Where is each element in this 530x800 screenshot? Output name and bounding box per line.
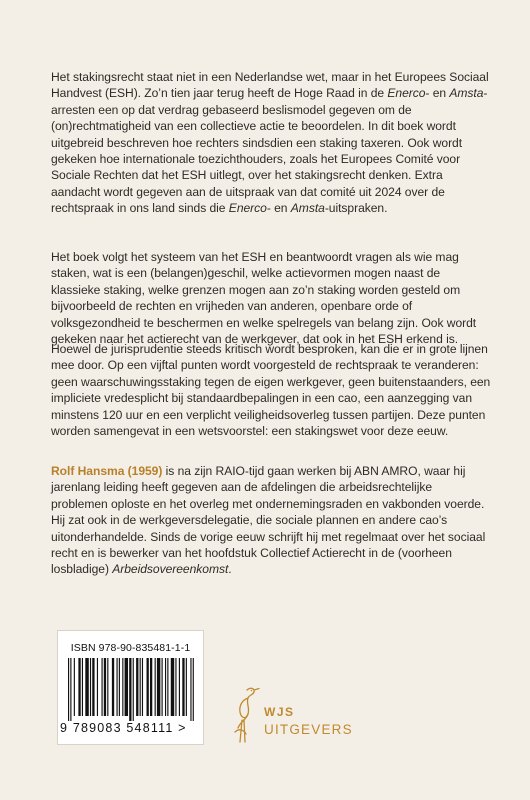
barcode-bar [165,658,166,716]
author-bio-em: Arbeidsovereenkomst [112,562,229,577]
barcode-bar [150,658,152,716]
isbn-label: ISBN 978-90-835481-1-1 [70,642,191,654]
intro-text-5: -uitspraken. [324,201,388,216]
intro-em-3: Enerco [228,201,267,216]
barcode-bar [147,658,149,716]
system-text: Het boek volgt het systeem van het ESH en beantwoordt vragen als wie mag staken, wat is een (belangen)geschil, welke actievormen mogen naast de klassieke staking, welke grenzen mogen aan zo’n staking worden gesteld om bijvoorbeeld de rechten en vrijheden van anderen, openbare orde of volksgezondheid te beschermen en welke spelregels van belang zijn. Ook wordt gekeken naar het actierecht van de werkgever, dat ook in het ESH erkend is. [51,250,477,347]
barcode-bar [157,658,160,716]
author-name: Rolf Hansma (1959) [51,464,163,478]
publisher-logo [218,684,368,744]
intro-em-4: Amsta [290,201,325,216]
barcode-bar [129,658,131,721]
publisher-name [264,704,353,738]
barcode-bar [90,658,91,716]
barcode-bar [155,658,156,716]
publisher-name-line1: WJS [264,705,295,719]
isbn-barcode [57,630,204,745]
intro-em-2: Amsta [449,86,484,101]
barcode-bar [74,658,75,716]
barcode-bar [162,658,163,716]
barcode-bar [70,658,71,721]
barcode-bar [182,658,184,716]
intro-text-1: Het stakingsrecht staat niet in een Nederlandse wet, maar in het Europees Sociaal Handvest (ESH). Zo’n tien jaar terug heeft de Hoge Raad in de [51,70,489,101]
barcode-bar [142,658,143,716]
intro-text-3: -arresten een op dat verdrag gebaseerd beslismodel gegeven om de (on)rechtmatigheid van een collectieve actie te beoordelen. In dit boek wordt uitgebreid beschreven hoe rechters sindsdien een staking taxeren. Ook wordt gekeken hoe internationale toezichthouders, zoals het Europees Comité voor Sociale Rechten dat het ESH uitlegt, over het stakingsrecht denken. Extra aandacht wordt gegeven aan de uitspraak van dat comité uit 2024 over de rechtspraak in ons land sinds die [51,86,488,216]
intro-text-2: - en [425,86,450,101]
heron-icon [230,684,260,744]
barcode-bar [140,658,141,716]
system-paragraph [51,249,491,347]
barcode-bar [136,658,138,716]
barcode-bar [193,658,194,721]
barcode-bar [92,658,94,716]
author-bio-end: . [228,562,232,577]
barcode-bar [116,658,117,716]
author-paragraph [51,463,491,578]
jurisprudence-paragraph [51,341,491,439]
intro-text-4: - en [266,201,291,216]
barcode-bar [133,658,134,721]
barcode-bar [190,658,191,721]
barcode-bar [112,658,114,716]
barcode-bar [85,658,88,716]
barcode-bar [78,658,80,716]
barcode-bar [186,658,187,716]
author-bio-text: is na zijn RAIO-tijd gaan werken bij ABN AMRO, waar hij jarenlang leiding heeft gegeven aan de afdelingen die arbeidsrechtelijke problemen oploste en het overleg met ondernemingsraden en vakbonden voerde. Hij zat ook in de werkgeversdelegatie, die sociale plannen en andere cao’s uitonderhandelde. Sinds de vorige eeuw schrijft hij met regelmaat over het sociaal recht en is bewerker van het hoofdstuk Collectief Actierecht in de (voorheen losbladige) [51,464,486,577]
jurisprudence-text: Hoewel de jurisprudentie steeds kritisch wordt besproken, kan die er in grote lijnen mee door. Op een vijftal punten wordt voorgesteld de rechtspraak te veranderen: geen waarschuwingsstaking tegen de eigen werkgever, geen buitenstaanders, een impliciete vredesplicht bij standaardbepalingen in een cao, een aanzegging van minstens 120 uur en een verplicht veiligheidsoverleg tussen partijen. Deze punten worden samengevat in een wetsvoorstel: een stakingswet voor deze eeuw. [51,342,491,439]
barcode-bar [171,658,174,716]
intro-paragraph [51,69,491,217]
barcode-bar [179,658,180,716]
publisher-name-line2: UITGEVERS [264,722,353,737]
barcode-bar [104,658,106,716]
barcode-bar [167,658,168,716]
barcode-bar [125,658,128,716]
barcode-bars [68,658,195,721]
barcode-digits: 9 789083 548111 > [60,721,187,735]
barcode-bar [122,658,123,716]
barcode-bar [175,658,176,716]
barcode-bar [101,658,102,716]
barcode-bar [97,658,98,716]
barcode-bar [68,658,69,721]
barcode-bar [107,658,108,716]
barcode-bar [119,658,120,716]
barcode-bar [82,658,83,716]
intro-em-1: Enerco [387,86,426,101]
